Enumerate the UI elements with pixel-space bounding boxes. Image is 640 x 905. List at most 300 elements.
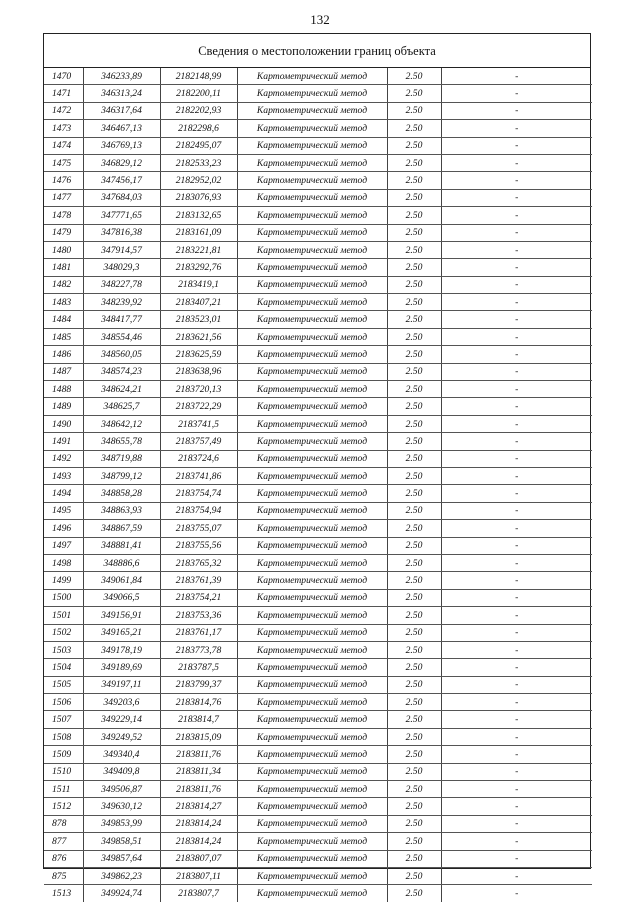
y-coordinate-cell: 2183814,76 — [160, 694, 237, 711]
method-cell: Картометрический метод — [237, 311, 387, 328]
method-cell: Картометрический метод — [237, 467, 387, 484]
x-coordinate-cell: 349197,11 — [83, 676, 160, 693]
y-coordinate-cell: 2183221,81 — [160, 241, 237, 258]
accuracy-cell: 2.50 — [387, 346, 441, 363]
point-number-cell: 1478 — [44, 207, 83, 224]
description-cell: - — [441, 572, 592, 589]
x-coordinate-cell: 349853,99 — [83, 815, 160, 832]
method-cell: Картометрический метод — [237, 259, 387, 276]
point-number-cell: 878 — [44, 815, 83, 832]
point-number-cell: 1485 — [44, 328, 83, 345]
table-row — [44, 172, 592, 189]
y-coordinate-cell: 2183638,96 — [160, 363, 237, 380]
method-cell: Картометрический метод — [237, 294, 387, 311]
table-row — [44, 68, 592, 85]
table-row — [44, 311, 592, 328]
description-cell: - — [441, 537, 592, 554]
point-number-cell: 875 — [44, 867, 83, 884]
y-coordinate-cell: 2183757,49 — [160, 433, 237, 450]
x-coordinate-cell: 348624,21 — [83, 381, 160, 398]
x-coordinate-cell: 347816,38 — [83, 224, 160, 241]
description-cell: - — [441, 694, 592, 711]
x-coordinate-cell: 348560,05 — [83, 346, 160, 363]
point-number-cell: 1495 — [44, 502, 83, 519]
table-title: Сведения о местоположении границ объекта — [44, 34, 590, 68]
accuracy-cell: 2.50 — [387, 120, 441, 137]
description-cell: - — [441, 294, 592, 311]
point-number-cell: 1471 — [44, 85, 83, 102]
y-coordinate-cell: 2183807,7 — [160, 885, 237, 902]
y-coordinate-cell: 2182148,99 — [160, 68, 237, 85]
description-cell: - — [441, 624, 592, 641]
point-number-cell: 1477 — [44, 189, 83, 206]
method-cell: Картометрический метод — [237, 328, 387, 345]
x-coordinate-cell: 349857,64 — [83, 850, 160, 867]
y-coordinate-cell: 2183761,39 — [160, 572, 237, 589]
description-cell: - — [441, 607, 592, 624]
y-coordinate-cell: 2183807,07 — [160, 850, 237, 867]
description-cell: - — [441, 781, 592, 798]
point-number-cell: 1479 — [44, 224, 83, 241]
table-row — [44, 694, 592, 711]
table-row — [44, 363, 592, 380]
table-row — [44, 885, 592, 902]
method-cell: Картометрический метод — [237, 85, 387, 102]
y-coordinate-cell: 2183741,86 — [160, 467, 237, 484]
accuracy-cell: 2.50 — [387, 641, 441, 658]
x-coordinate-cell: 348799,12 — [83, 467, 160, 484]
point-number-cell: 1488 — [44, 381, 83, 398]
accuracy-cell: 2.50 — [387, 415, 441, 432]
table-row — [44, 485, 592, 502]
y-coordinate-cell: 2183076,93 — [160, 189, 237, 206]
point-number-cell: 1499 — [44, 572, 83, 589]
method-cell: Картометрический метод — [237, 659, 387, 676]
accuracy-cell: 2.50 — [387, 554, 441, 571]
accuracy-cell: 2.50 — [387, 867, 441, 884]
point-number-cell: 1492 — [44, 450, 83, 467]
table-row — [44, 607, 592, 624]
accuracy-cell: 2.50 — [387, 68, 441, 85]
accuracy-cell: 2.50 — [387, 659, 441, 676]
point-number-cell: 1483 — [44, 294, 83, 311]
point-number-cell: 877 — [44, 833, 83, 850]
description-cell: - — [441, 728, 592, 745]
point-number-cell: 1481 — [44, 259, 83, 276]
description-cell: - — [441, 172, 592, 189]
y-coordinate-cell: 2183161,09 — [160, 224, 237, 241]
x-coordinate-cell: 348867,59 — [83, 520, 160, 537]
y-coordinate-cell: 2183814,24 — [160, 815, 237, 832]
y-coordinate-cell: 2183811,76 — [160, 781, 237, 798]
description-cell: - — [441, 433, 592, 450]
table-row — [44, 241, 592, 258]
y-coordinate-cell: 2183132,65 — [160, 207, 237, 224]
table-row — [44, 398, 592, 415]
accuracy-cell: 2.50 — [387, 241, 441, 258]
x-coordinate-cell: 346233,89 — [83, 68, 160, 85]
point-number-cell: 876 — [44, 850, 83, 867]
x-coordinate-cell: 346317,64 — [83, 102, 160, 119]
point-number-cell: 1472 — [44, 102, 83, 119]
y-coordinate-cell: 2183814,7 — [160, 711, 237, 728]
method-cell: Картометрический метод — [237, 763, 387, 780]
x-coordinate-cell: 348574,23 — [83, 363, 160, 380]
table-row — [44, 120, 592, 137]
accuracy-cell: 2.50 — [387, 137, 441, 154]
point-number-cell: 1473 — [44, 120, 83, 137]
accuracy-cell: 2.50 — [387, 363, 441, 380]
accuracy-cell: 2.50 — [387, 467, 441, 484]
table-row — [44, 572, 592, 589]
description-cell: - — [441, 259, 592, 276]
table-row — [44, 798, 592, 815]
x-coordinate-cell: 346313,24 — [83, 85, 160, 102]
y-coordinate-cell: 2183811,34 — [160, 763, 237, 780]
table-row — [44, 659, 592, 676]
x-coordinate-cell: 349178,19 — [83, 641, 160, 658]
x-coordinate-cell: 349506,87 — [83, 781, 160, 798]
accuracy-cell: 2.50 — [387, 311, 441, 328]
x-coordinate-cell: 349229,14 — [83, 711, 160, 728]
table-row — [44, 415, 592, 432]
accuracy-cell: 2.50 — [387, 398, 441, 415]
y-coordinate-cell: 2183787,5 — [160, 659, 237, 676]
description-cell: - — [441, 276, 592, 293]
table-row — [44, 259, 592, 276]
point-number-cell: 1486 — [44, 346, 83, 363]
y-coordinate-cell: 2183754,94 — [160, 502, 237, 519]
table-row — [44, 502, 592, 519]
table-row — [44, 102, 592, 119]
method-cell: Картометрический метод — [237, 850, 387, 867]
y-coordinate-cell: 2183741,5 — [160, 415, 237, 432]
y-coordinate-cell: 2183814,24 — [160, 833, 237, 850]
point-number-cell: 1490 — [44, 415, 83, 432]
method-cell: Картометрический метод — [237, 676, 387, 693]
accuracy-cell: 2.50 — [387, 102, 441, 119]
point-number-cell: 1475 — [44, 154, 83, 171]
method-cell: Картометрический метод — [237, 537, 387, 554]
description-cell: - — [441, 102, 592, 119]
accuracy-cell: 2.50 — [387, 85, 441, 102]
method-cell: Картометрический метод — [237, 572, 387, 589]
description-cell: - — [441, 746, 592, 763]
accuracy-cell: 2.50 — [387, 294, 441, 311]
x-coordinate-cell: 349165,21 — [83, 624, 160, 641]
point-number-cell: 1511 — [44, 781, 83, 798]
method-cell: Картометрический метод — [237, 207, 387, 224]
method-cell: Картометрический метод — [237, 867, 387, 884]
method-cell: Картометрический метод — [237, 885, 387, 902]
table-row — [44, 328, 592, 345]
table-row — [44, 467, 592, 484]
method-cell: Картометрический метод — [237, 520, 387, 537]
description-cell: - — [441, 346, 592, 363]
x-coordinate-cell: 348417,77 — [83, 311, 160, 328]
description-cell: - — [441, 502, 592, 519]
method-cell: Картометрический метод — [237, 815, 387, 832]
description-cell: - — [441, 467, 592, 484]
description-cell: - — [441, 850, 592, 867]
description-cell: - — [441, 833, 592, 850]
x-coordinate-cell: 348655,78 — [83, 433, 160, 450]
table-row — [44, 781, 592, 798]
method-cell: Картометрический метод — [237, 502, 387, 519]
table-row — [44, 207, 592, 224]
x-coordinate-cell: 349156,91 — [83, 607, 160, 624]
accuracy-cell: 2.50 — [387, 207, 441, 224]
x-coordinate-cell: 347771,65 — [83, 207, 160, 224]
description-cell: - — [441, 224, 592, 241]
table-row — [44, 85, 592, 102]
description-cell: - — [441, 815, 592, 832]
description-cell: - — [441, 207, 592, 224]
x-coordinate-cell: 348886,6 — [83, 554, 160, 571]
table-row — [44, 746, 592, 763]
method-cell: Картометрический метод — [237, 781, 387, 798]
table-row — [44, 850, 592, 867]
point-number-cell: 1487 — [44, 363, 83, 380]
point-number-cell: 1503 — [44, 641, 83, 658]
y-coordinate-cell: 2183754,74 — [160, 485, 237, 502]
method-cell: Картометрический метод — [237, 102, 387, 119]
point-number-cell: 1484 — [44, 311, 83, 328]
point-number-cell: 1480 — [44, 241, 83, 258]
point-number-cell: 1513 — [44, 885, 83, 902]
x-coordinate-cell: 349189,69 — [83, 659, 160, 676]
x-coordinate-cell: 346769,13 — [83, 137, 160, 154]
y-coordinate-cell: 2183761,17 — [160, 624, 237, 641]
accuracy-cell: 2.50 — [387, 781, 441, 798]
x-coordinate-cell: 346467,13 — [83, 120, 160, 137]
y-coordinate-cell: 2183621,56 — [160, 328, 237, 345]
point-number-cell: 1510 — [44, 763, 83, 780]
description-cell: - — [441, 589, 592, 606]
y-coordinate-cell: 2183753,36 — [160, 607, 237, 624]
method-cell: Картометрический метод — [237, 398, 387, 415]
accuracy-cell: 2.50 — [387, 728, 441, 745]
table-row — [44, 433, 592, 450]
coordinates-table-body — [44, 68, 592, 902]
x-coordinate-cell: 349249,52 — [83, 728, 160, 745]
table-row — [44, 554, 592, 571]
x-coordinate-cell: 348881,41 — [83, 537, 160, 554]
x-coordinate-cell: 349409,8 — [83, 763, 160, 780]
method-cell: Картометрический метод — [237, 346, 387, 363]
table-row — [44, 294, 592, 311]
accuracy-cell: 2.50 — [387, 815, 441, 832]
accuracy-cell: 2.50 — [387, 572, 441, 589]
point-number-cell: 1512 — [44, 798, 83, 815]
accuracy-cell: 2.50 — [387, 607, 441, 624]
method-cell: Картометрический метод — [237, 485, 387, 502]
description-cell: - — [441, 415, 592, 432]
table-row — [44, 276, 592, 293]
table-row — [44, 137, 592, 154]
x-coordinate-cell: 348227,78 — [83, 276, 160, 293]
table-row — [44, 381, 592, 398]
x-coordinate-cell: 348239,92 — [83, 294, 160, 311]
method-cell: Картометрический метод — [237, 154, 387, 171]
description-cell: - — [441, 659, 592, 676]
table-row — [44, 867, 592, 884]
description-cell: - — [441, 520, 592, 537]
coordinates-table — [44, 68, 592, 902]
description-cell: - — [515, 888, 519, 900]
point-number-cell: 1504 — [44, 659, 83, 676]
y-coordinate-cell: 2182495,07 — [160, 137, 237, 154]
accuracy-cell: 2.50 — [387, 154, 441, 171]
table-row — [44, 154, 592, 171]
description-cell: - — [441, 328, 592, 345]
y-coordinate-cell: 2183815,09 — [160, 728, 237, 745]
y-coordinate-cell: 2183724,6 — [160, 450, 237, 467]
table-row — [44, 537, 592, 554]
x-coordinate-cell: 347684,03 — [83, 189, 160, 206]
y-coordinate-cell: 2182952,02 — [160, 172, 237, 189]
description-cell: - — [441, 68, 592, 85]
accuracy-cell: 2.50 — [387, 276, 441, 293]
x-coordinate-cell: 348554,46 — [83, 328, 160, 345]
description-cell: - — [441, 867, 592, 884]
table-row — [44, 711, 592, 728]
method-cell: Картометрический метод — [237, 589, 387, 606]
table-row — [44, 641, 592, 658]
method-cell: Картометрический метод — [237, 68, 387, 85]
method-cell: Картометрический метод — [237, 746, 387, 763]
x-coordinate-cell: 349858,51 — [83, 833, 160, 850]
point-number-cell: 1491 — [44, 433, 83, 450]
y-coordinate-cell: 2183773,78 — [160, 641, 237, 658]
description-cell: - — [441, 241, 592, 258]
method-cell: Картометрический метод — [237, 137, 387, 154]
description-cell: - — [441, 450, 592, 467]
accuracy-cell: 2.50 — [387, 485, 441, 502]
accuracy-cell: 2.50 — [387, 746, 441, 763]
description-cell: - — [441, 381, 592, 398]
table-row — [44, 589, 592, 606]
x-coordinate-cell: 349340,4 — [83, 746, 160, 763]
method-cell: Картометрический метод — [237, 833, 387, 850]
accuracy-cell: 2.50 — [387, 676, 441, 693]
description-cell: - — [441, 763, 592, 780]
method-cell: Картометрический метод — [237, 694, 387, 711]
accuracy-cell: 2.50 — [387, 172, 441, 189]
y-coordinate-cell: 2183807,11 — [160, 867, 237, 884]
description-cell: - — [441, 554, 592, 571]
table-row — [44, 450, 592, 467]
point-number-cell: 1500 — [44, 589, 83, 606]
description-cell: - — [441, 711, 592, 728]
method-cell: Картометрический метод — [237, 711, 387, 728]
method-cell: Картометрический метод — [237, 381, 387, 398]
point-number-cell: 1508 — [44, 728, 83, 745]
x-coordinate-cell: 348625,7 — [83, 398, 160, 415]
table-row — [44, 520, 592, 537]
x-coordinate-cell: 347914,57 — [83, 241, 160, 258]
accuracy-cell: 2.50 — [387, 381, 441, 398]
method-cell: Картометрический метод — [237, 450, 387, 467]
point-number-cell: 1497 — [44, 537, 83, 554]
point-number-cell: 1470 — [44, 68, 83, 85]
method-cell: Картометрический метод — [237, 607, 387, 624]
point-number-cell: 1476 — [44, 172, 83, 189]
description-cell: - — [441, 398, 592, 415]
method-cell: Картометрический метод — [237, 798, 387, 815]
y-coordinate-cell: 2182533,23 — [160, 154, 237, 171]
table-row — [44, 815, 592, 832]
y-coordinate-cell: 2182200,11 — [160, 85, 237, 102]
y-coordinate-cell: 2183407,21 — [160, 294, 237, 311]
accuracy-cell: 2.50 — [387, 259, 441, 276]
x-coordinate-cell: 349924,74 — [83, 885, 160, 902]
table-row — [44, 833, 592, 850]
x-coordinate-cell: 348642,12 — [83, 415, 160, 432]
table-row — [44, 224, 592, 241]
x-coordinate-cell: 347456,17 — [83, 172, 160, 189]
y-coordinate-cell: 2183755,56 — [160, 537, 237, 554]
method-cell: Картометрический метод — [237, 554, 387, 571]
point-number-cell: 1507 — [44, 711, 83, 728]
method-cell: Картометрический метод — [237, 172, 387, 189]
description-cell: - — [441, 137, 592, 154]
y-coordinate-cell: 2183523,01 — [160, 311, 237, 328]
point-number-cell: 1493 — [44, 467, 83, 484]
accuracy-cell: 2.50 — [387, 224, 441, 241]
y-coordinate-cell: 2182298,6 — [160, 120, 237, 137]
description-cell: - — [441, 641, 592, 658]
table-row — [44, 728, 592, 745]
description-cell: - — [441, 798, 592, 815]
point-number-cell: 1496 — [44, 520, 83, 537]
point-number-cell: 1494 — [44, 485, 83, 502]
x-coordinate-cell: 349862,23 — [83, 867, 160, 884]
method-cell: Картометрический метод — [237, 641, 387, 658]
accuracy-cell: 2.50 — [387, 850, 441, 867]
page-number: 132 — [310, 12, 330, 27]
accuracy-cell: 2.50 — [387, 885, 441, 902]
description-cell: - — [441, 154, 592, 171]
x-coordinate-cell: 349203,6 — [83, 694, 160, 711]
description-cell: - — [441, 363, 592, 380]
x-coordinate-cell: 348719,88 — [83, 450, 160, 467]
y-coordinate-cell: 2183799,37 — [160, 676, 237, 693]
method-cell: Картометрический метод — [237, 624, 387, 641]
method-cell: Картометрический метод — [237, 120, 387, 137]
x-coordinate-cell: 349066,5 — [83, 589, 160, 606]
table-row — [44, 189, 592, 206]
point-number-cell: 1489 — [44, 398, 83, 415]
point-number-cell: 1509 — [44, 746, 83, 763]
x-coordinate-cell: 348858,28 — [83, 485, 160, 502]
x-coordinate-cell: 349061,84 — [83, 572, 160, 589]
accuracy-cell: 2.50 — [387, 502, 441, 519]
method-cell: Картометрический метод — [237, 189, 387, 206]
description-cell: - — [441, 485, 592, 502]
y-coordinate-cell: 2183419,1 — [160, 276, 237, 293]
accuracy-cell: 2.50 — [387, 537, 441, 554]
accuracy-cell: 2.50 — [387, 450, 441, 467]
method-cell: Картометрический метод — [237, 433, 387, 450]
point-number-cell: 1474 — [44, 137, 83, 154]
accuracy-cell: 2.50 — [387, 520, 441, 537]
y-coordinate-cell: 2183754,21 — [160, 589, 237, 606]
description-cell: - — [441, 311, 592, 328]
description-cell: - — [441, 676, 592, 693]
table-row — [44, 676, 592, 693]
y-coordinate-cell: 2183811,76 — [160, 746, 237, 763]
